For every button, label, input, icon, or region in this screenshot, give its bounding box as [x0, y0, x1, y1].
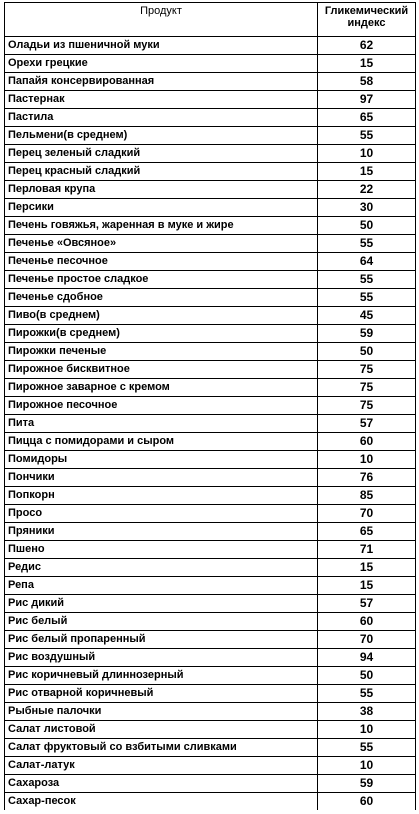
product-name-cell: Пиво(в среднем) — [5, 307, 318, 325]
product-name-cell: Репа — [5, 577, 318, 595]
glycemic-index-cell: 55 — [318, 127, 416, 145]
glycemic-index-cell: 15 — [318, 55, 416, 73]
table-row — [5, 73, 416, 91]
product-name-cell: Рис коричневый длиннозерный — [5, 667, 318, 685]
glycemic-index-cell: 55 — [318, 289, 416, 307]
glycemic-index-cell: 75 — [318, 379, 416, 397]
glycemic-index-column-header — [318, 3, 416, 37]
glycemic-index-cell: 57 — [318, 415, 416, 433]
table-row — [5, 37, 416, 55]
table-row — [5, 487, 416, 505]
table-row — [5, 523, 416, 541]
glycemic-index-cell: 10 — [318, 145, 416, 163]
glycemic-index-cell: 70 — [318, 505, 416, 523]
table-row — [5, 181, 416, 199]
table-row — [5, 163, 416, 181]
glycemic-index-cell: 85 — [318, 487, 416, 505]
product-name-cell: Пельмени(в среднем) — [5, 127, 318, 145]
product-name-cell: Пирожное песочное — [5, 397, 318, 415]
table-row — [5, 361, 416, 379]
table-body — [5, 37, 416, 811]
product-name-cell: Персики — [5, 199, 318, 217]
glycemic-index-cell: 50 — [318, 667, 416, 685]
table-row — [5, 343, 416, 361]
table-header-row — [5, 3, 416, 37]
product-name-cell: Печенье песочное — [5, 253, 318, 271]
table-row — [5, 127, 416, 145]
glycemic-index-cell: 70 — [318, 631, 416, 649]
product-name-cell: Пирожки(в среднем) — [5, 325, 318, 343]
glycemic-index-cell: 50 — [318, 217, 416, 235]
product-name-cell: Салат листовой — [5, 721, 318, 739]
product-name-cell: Печенье сдобное — [5, 289, 318, 307]
glycemic-index-cell: 71 — [318, 541, 416, 559]
table-row — [5, 379, 416, 397]
product-name-cell: Салат фруктовый со взбитыми сливками — [5, 739, 318, 757]
table-row — [5, 271, 416, 289]
product-name-cell: Рис отварной коричневый — [5, 685, 318, 703]
product-name-cell: Перловая крупа — [5, 181, 318, 199]
table-row — [5, 199, 416, 217]
glycemic-index-cell: 10 — [318, 451, 416, 469]
table-row — [5, 145, 416, 163]
product-name-cell: Пряники — [5, 523, 318, 541]
product-name-cell: Перец красный сладкий — [5, 163, 318, 181]
product-name-cell: Пирожки печеные — [5, 343, 318, 361]
product-name-cell: Рис воздушный — [5, 649, 318, 667]
glycemic-index-cell: 55 — [318, 739, 416, 757]
table-row — [5, 703, 416, 721]
glycemic-index-cell: 57 — [318, 595, 416, 613]
index-header-line1: Гликемический — [324, 5, 409, 17]
glycemic-index-cell: 94 — [318, 649, 416, 667]
glycemic-index-cell: 62 — [318, 37, 416, 55]
product-name-cell: Салат-латук — [5, 757, 318, 775]
product-name-cell: Пита — [5, 415, 318, 433]
glycemic-index-cell: 58 — [318, 73, 416, 91]
table-row — [5, 307, 416, 325]
table-row — [5, 469, 416, 487]
table-row — [5, 505, 416, 523]
table-row — [5, 667, 416, 685]
product-name-cell: Рыбные палочки — [5, 703, 318, 721]
glycemic-index-cell: 45 — [318, 307, 416, 325]
table-row — [5, 559, 416, 577]
table-row — [5, 793, 416, 811]
glycemic-index-cell: 30 — [318, 199, 416, 217]
product-name-cell: Пирожное бисквитное — [5, 361, 318, 379]
product-name-cell: Сахароза — [5, 775, 318, 793]
table-row — [5, 325, 416, 343]
table-row — [5, 433, 416, 451]
table-row — [5, 451, 416, 469]
glycemic-index-cell: 10 — [318, 757, 416, 775]
table-row — [5, 235, 416, 253]
glycemic-index-cell: 60 — [318, 613, 416, 631]
table-row — [5, 775, 416, 793]
table-row — [5, 739, 416, 757]
glycemic-index-cell: 64 — [318, 253, 416, 271]
product-name-cell: Просо — [5, 505, 318, 523]
table-row — [5, 685, 416, 703]
table-row — [5, 397, 416, 415]
table-row — [5, 649, 416, 667]
glycemic-index-cell: 65 — [318, 109, 416, 127]
product-name-cell: Редис — [5, 559, 318, 577]
product-column-header: Продукт — [5, 3, 318, 37]
table-row — [5, 757, 416, 775]
table-row — [5, 631, 416, 649]
product-name-cell: Пастернак — [5, 91, 318, 109]
glycemic-index-cell: 75 — [318, 361, 416, 379]
product-name-cell: Пончики — [5, 469, 318, 487]
glycemic-index-cell: 50 — [318, 343, 416, 361]
glycemic-index-cell: 59 — [318, 325, 416, 343]
table-row — [5, 613, 416, 631]
product-name-cell: Сахар-песок — [5, 793, 318, 811]
glycemic-index-cell: 75 — [318, 397, 416, 415]
glycemic-index-cell: 15 — [318, 577, 416, 595]
table-row — [5, 253, 416, 271]
table-row — [5, 217, 416, 235]
product-name-cell: Пицца с помидорами и сыром — [5, 433, 318, 451]
product-name-cell: Печенье «Овсяное» — [5, 235, 318, 253]
product-name-cell: Рис белый — [5, 613, 318, 631]
glycemic-index-cell: 15 — [318, 163, 416, 181]
table-row — [5, 55, 416, 73]
product-name-cell: Перец зеленый сладкий — [5, 145, 318, 163]
product-name-cell: Помидоры — [5, 451, 318, 469]
glycemic-index-cell: 97 — [318, 91, 416, 109]
product-name-cell: Пирожное заварное с кремом — [5, 379, 318, 397]
product-name-cell: Пшено — [5, 541, 318, 559]
glycemic-index-cell: 38 — [318, 703, 416, 721]
table-row — [5, 595, 416, 613]
glycemic-index-cell: 76 — [318, 469, 416, 487]
product-name-cell: Печень говяжья, жаренная в муке и жире — [5, 217, 318, 235]
product-name-cell: Печенье простое сладкое — [5, 271, 318, 289]
product-name-cell: Попкорн — [5, 487, 318, 505]
product-name-cell: Рис белый пропаренный — [5, 631, 318, 649]
product-name-cell: Папайя консервированная — [5, 73, 318, 91]
glycemic-index-cell: 59 — [318, 775, 416, 793]
index-header-line2: индекс — [347, 17, 386, 29]
glycemic-index-cell: 55 — [318, 235, 416, 253]
glycemic-index-cell: 60 — [318, 433, 416, 451]
glycemic-index-cell: 55 — [318, 271, 416, 289]
table-row — [5, 91, 416, 109]
product-name-cell: Орехи грецкие — [5, 55, 318, 73]
glycemic-index-cell: 55 — [318, 685, 416, 703]
table-row — [5, 541, 416, 559]
product-name-cell: Рис дикий — [5, 595, 318, 613]
glycemic-index-cell: 15 — [318, 559, 416, 577]
glycemic-index-cell: 65 — [318, 523, 416, 541]
table-row — [5, 109, 416, 127]
glycemic-index-cell: 60 — [318, 793, 416, 811]
table-row — [5, 415, 416, 433]
table-row — [5, 289, 416, 307]
table-row — [5, 721, 416, 739]
glycemic-index-table — [4, 2, 416, 810]
glycemic-index-cell: 10 — [318, 721, 416, 739]
product-name-cell: Пастила — [5, 109, 318, 127]
glycemic-index-cell: 22 — [318, 181, 416, 199]
table-row — [5, 577, 416, 595]
product-name-cell: Оладьи из пшеничной муки — [5, 37, 318, 55]
